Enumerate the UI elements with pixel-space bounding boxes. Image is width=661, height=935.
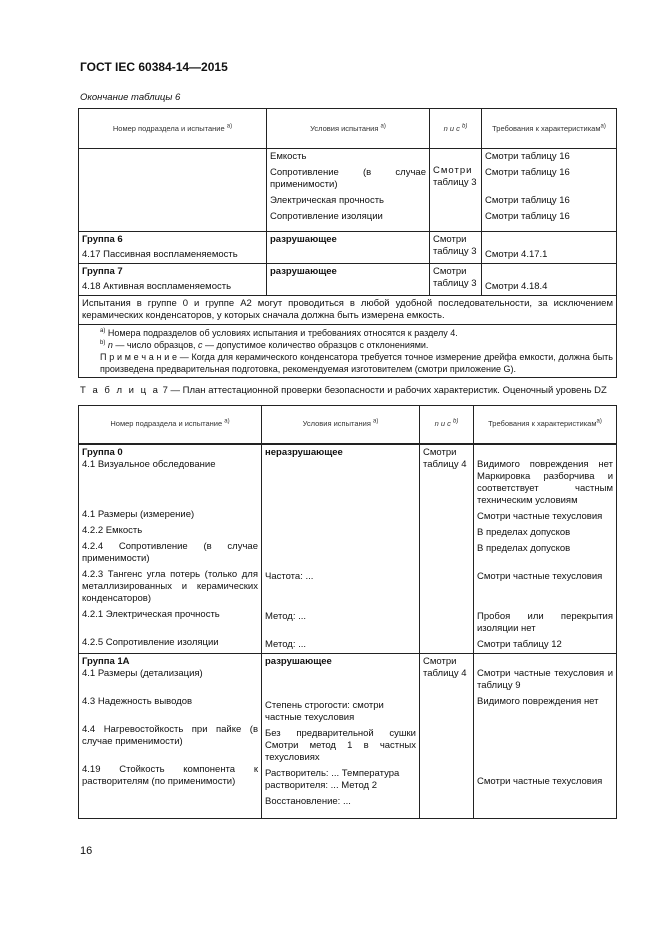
table-cell: Группа 7 4.18 Активная воспламеняемость (79, 264, 267, 296)
table7-caption: Т а б л и ц а 7 — План аттестационной проверки безопасности и рабочих характеристик. Оценочный уровень DZ (80, 385, 607, 396)
table-row (79, 232, 617, 264)
col-header-requirements: Требования к характеристикам$^{a)}$ (474, 406, 617, 444)
table-cell: Группа 6 4.17 Пассивная воспламеняемость (79, 232, 267, 264)
table-cell: неразрушающее Частота: ... Метод: ... Метод: ... (262, 444, 420, 654)
table6-header-row (79, 109, 617, 149)
col-header-conditions: Условия испытания $^{a)}$ (267, 109, 430, 149)
table-cell: Смотри таблицу 16 Смотри таблицу 16 Смотри таблицу 16 Смотри таблицу 16 (482, 149, 617, 232)
table-cell: Смотри частные техусловия и таблицу 9 Видимого повреждения нет Смотри частные техусловия (474, 653, 617, 818)
table7-header-row (79, 406, 617, 444)
table-cell: разрушающее (267, 264, 430, 296)
table-row (79, 653, 617, 818)
table-cell: Смотри 4.18.4 (482, 264, 617, 296)
table-cell: Группа 0 4.1 Визуальное обследование 4.1 Размеры (измерение) 4.2.2 Емкость 4.2.4 Сопротивление (в случае применимости) 4.2.3 Тангенс угла потерь (только для металлизированных и керамических конденсаторов) 4.2.1 Электрическая прочность 4.2.5 Сопротивление изоляции (79, 444, 262, 654)
footnote-b: $^{b)}$ n — число образцов, c — допустимое количество образцов с отклонениями. (100, 340, 429, 350)
table-row (79, 296, 617, 325)
table-cell: разрушающее Степень строгости: смотри частные техусловия Без предварительной сушки Смотри метод 1 в частных техусловиях Растворитель: ... Температура растворителя: ... Метод 2 Восстановление: ... (262, 653, 420, 818)
table-note: П р и м е ч а н и е — Когда для керамического конденсатора требуется точное измерение дрейфа емкости, должна быть произведена предварительная подготовка, рекомендуемая изготовителем (смотри приложение G). (100, 352, 613, 374)
col-header-section: Номер подраздела и испытание $^{a)}$ (79, 109, 267, 149)
table6 (78, 108, 617, 378)
table-cell: Смотри 4.17.1 (482, 232, 617, 264)
col-header-nc: n и c $^{b)}$ (420, 406, 474, 444)
table-cell: Смотри таблицу 3 (430, 149, 482, 232)
col-header-section: Номер подраздела и испытание $^{a)}$ (79, 406, 262, 444)
table-row (79, 264, 617, 296)
col-header-conditions: Условия испытания $^{a)}$ (262, 406, 420, 444)
table-cell: Группа 1А 4.1 Размеры (детализация) 4.3 Надежность выводов 4.4 Нагревостойкость при пайке (в случае применимости) 4.19 Стойкость компонента к растворителям (по применимости) (79, 653, 262, 818)
footnote-a: $^{a)}$ Номера подразделов об условиях испытания и требованиях относятся к разделу 4. (100, 328, 458, 338)
table-row (79, 444, 617, 654)
table-cell (79, 149, 267, 232)
table-cell: Смотри таблицу 3 (430, 264, 482, 296)
col-header-requirements: Требования к характеристикам$^{a)}$ (482, 109, 617, 149)
table-footnotes (79, 325, 617, 378)
table-cell: Видимого повреждения нет Маркировка разборчива и соответствует частным техническим условиям Смотри частные техусловия В пределах допусков В пределах допусков Смотри частные техусловия Пробоя или перекрытия изоляции нет Смотри таблицу 12 (474, 444, 617, 654)
table-row (79, 149, 617, 232)
table-cell: Смотри таблицу 3 (430, 232, 482, 264)
page-number: 16 (80, 845, 93, 857)
table-cell: Емкость Сопротивление (в случае применимости) Электрическая прочность Сопротивление изоляции (267, 149, 430, 232)
table-footnotes-row (79, 325, 617, 378)
table-cell: разрушающее (267, 232, 430, 264)
table-cell: Смотри таблицу 4 (420, 653, 474, 818)
table6-caption: Окончание таблицы 6 (80, 92, 181, 103)
col-header-nc: n и c $^{b)}$ (430, 109, 482, 149)
table-cell: Смотри таблицу 4 (420, 444, 474, 654)
document-header: ГОСТ IEC 60384-14—2015 (80, 60, 228, 74)
tests-order-note: Испытания в группе 0 и группе А2 могут проводиться в любой удобной последовательности, за исключением керамических конденсаторов, у которых сначала должна быть измерена емкость. (79, 296, 617, 325)
table7 (78, 405, 617, 819)
